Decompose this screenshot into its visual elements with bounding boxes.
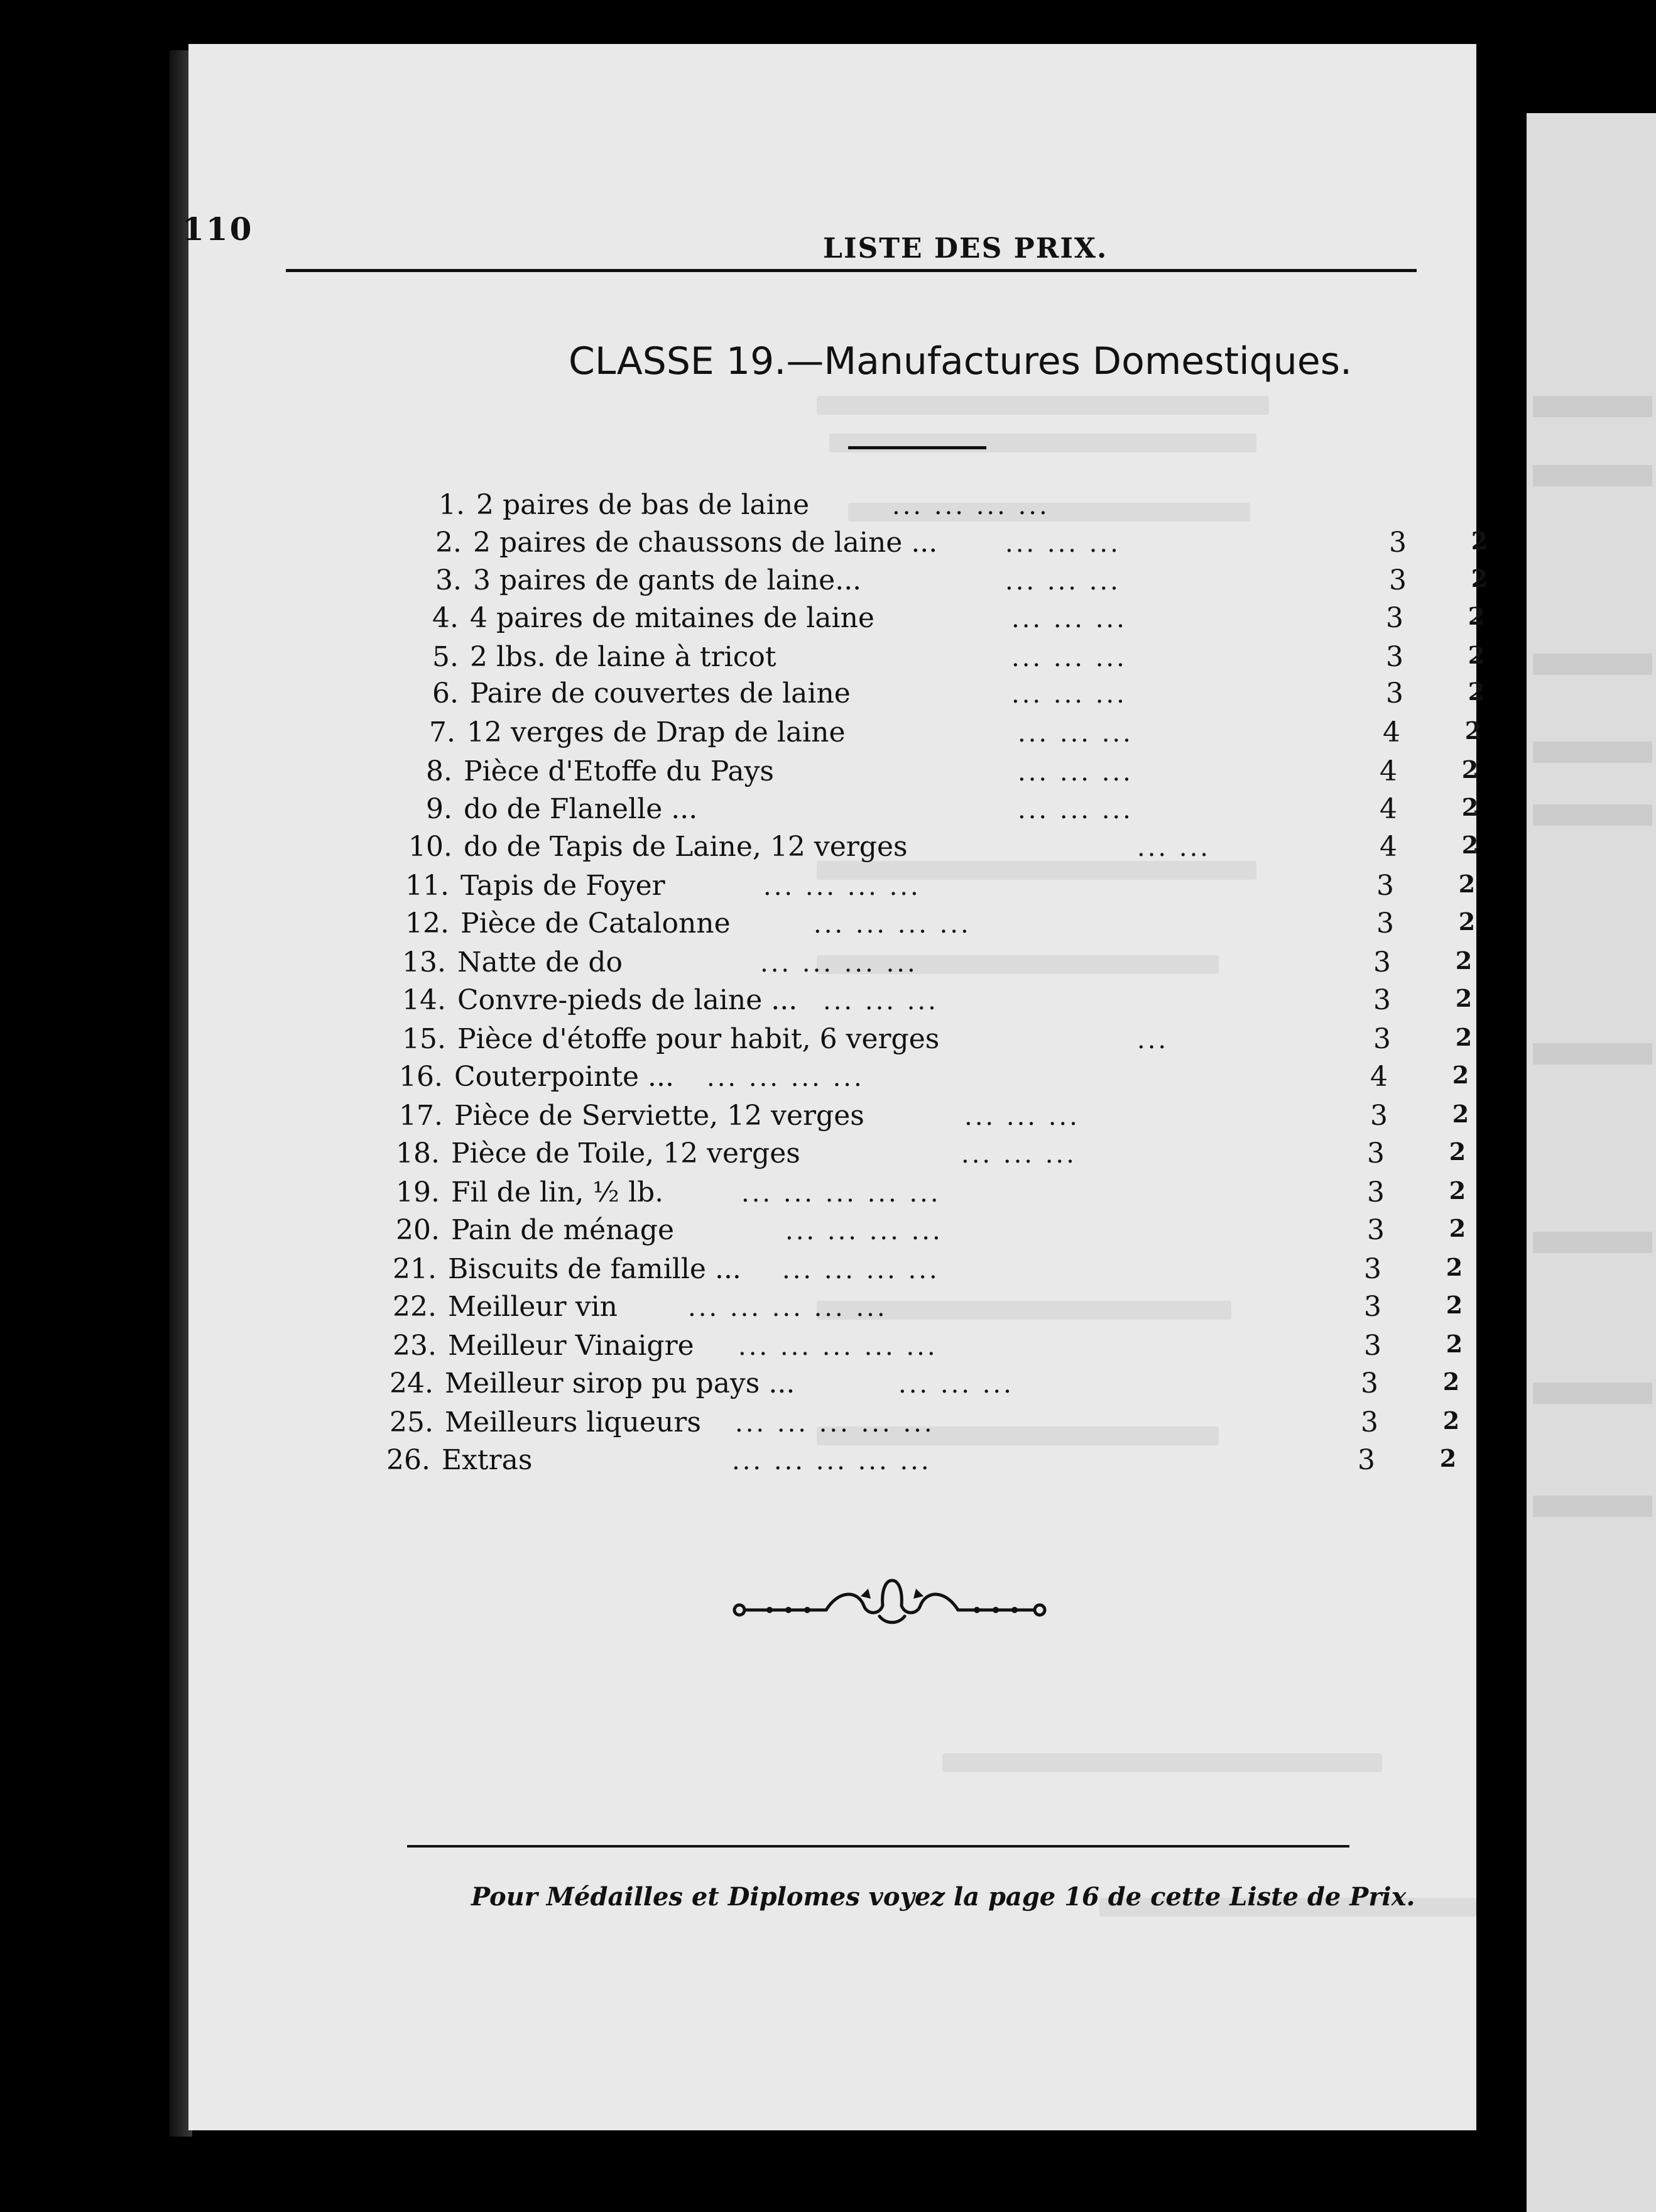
list-item: 3. 3 paires de gants de laine... ... ... ... 3 2 bbox=[435, 564, 1488, 596]
list-item: 1. 2 paires de bas de laine ... ... ... ... bbox=[439, 489, 1050, 521]
list-item: 15. Pièce d'étoffe pour habit, 6 verges ... 3 2 bbox=[402, 1023, 1473, 1055]
list-item: 21. Biscuits de famille ... ... ... ... ... 3 2 bbox=[393, 1253, 1463, 1285]
flourish-ornament-icon bbox=[732, 1577, 1052, 1628]
list-item: 25. Meilleurs liqueurs ... ... ... ... ... 3 2 bbox=[389, 1406, 1460, 1438]
footer-note: Pour Médailles et Diplomes voyez la page 16 de cette Liste de Prix. bbox=[471, 1882, 1415, 1912]
title-rule bbox=[848, 446, 986, 449]
list-item: 11. Tapis de Foyer ... ... ... ... 3 2 bbox=[405, 870, 1476, 902]
footer-rule bbox=[407, 1845, 1349, 1848]
running-head: LISTE DES PRIX. bbox=[823, 233, 1108, 265]
header-rule bbox=[286, 269, 1417, 272]
list-item: 12. Pièce de Catalonne ... ... ... ... 3 2 bbox=[405, 907, 1476, 939]
list-item: 6. Paire de couvertes de laine ... ... ... 3 2 bbox=[432, 677, 1485, 709]
list-item: 2. 2 paires de chaussons de laine ... ... ... ... 3 2 bbox=[435, 527, 1488, 559]
list-item: 8. Pièce d'Etoffe du Pays ... ... ... 4 2 bbox=[426, 755, 1479, 787]
list-item: 23. Meilleur Vinaigre ... ... ... ... ... 3 2 bbox=[393, 1330, 1463, 1362]
list-item: 10. do de Tapis de Laine, 12 verges ... ... 4 2 bbox=[408, 831, 1479, 863]
list-item: 19. Fil de lin, ½ lb. ... ... ... ... ... 3 2 bbox=[396, 1176, 1466, 1208]
list-item: 9. do de Flanelle ... ... ... ... 4 2 bbox=[426, 793, 1479, 825]
list-item: 24. Meilleur sirop pu pays ... ... ... ... 3 2 bbox=[389, 1367, 1460, 1399]
list-item: 7. 12 verges de Drap de laine ... ... ... 4 2 bbox=[429, 716, 1482, 748]
page-number: 110 bbox=[182, 211, 254, 248]
list-item: 5. 2 lbs. de laine à tricot ... ... ... 3 2 bbox=[432, 641, 1485, 673]
section-title: CLASSE 19.—Manufactures Domestiques. bbox=[569, 339, 1353, 383]
list-item: 18. Pièce de Toile, 12 verges ... ... ... 3 2 bbox=[396, 1137, 1466, 1169]
list-item: 4. 4 paires de mitaines de laine ... ... ... 3 2 bbox=[432, 602, 1485, 634]
list-item: 13. Natte de do ... ... ... ... 3 2 bbox=[402, 946, 1473, 978]
facing-page-edge bbox=[1527, 113, 1656, 2212]
list-item: 17. Pièce de Serviette, 12 verges ... ... ... 3 2 bbox=[399, 1100, 1469, 1132]
list-item: 16. Couterpointe ... ... ... ... ... 4 2 bbox=[399, 1061, 1469, 1093]
list-item: 22. Meilleur vin ... ... ... ... ... 3 2 bbox=[393, 1291, 1463, 1323]
list-item: 26. Extras ... ... ... ... ... 3 2 bbox=[386, 1444, 1457, 1476]
list-item: 14. Convre-pieds de laine ... ... ... ... 3 2 bbox=[402, 984, 1473, 1016]
list-item: 20. Pain de ménage ... ... ... ... 3 2 bbox=[396, 1214, 1466, 1246]
